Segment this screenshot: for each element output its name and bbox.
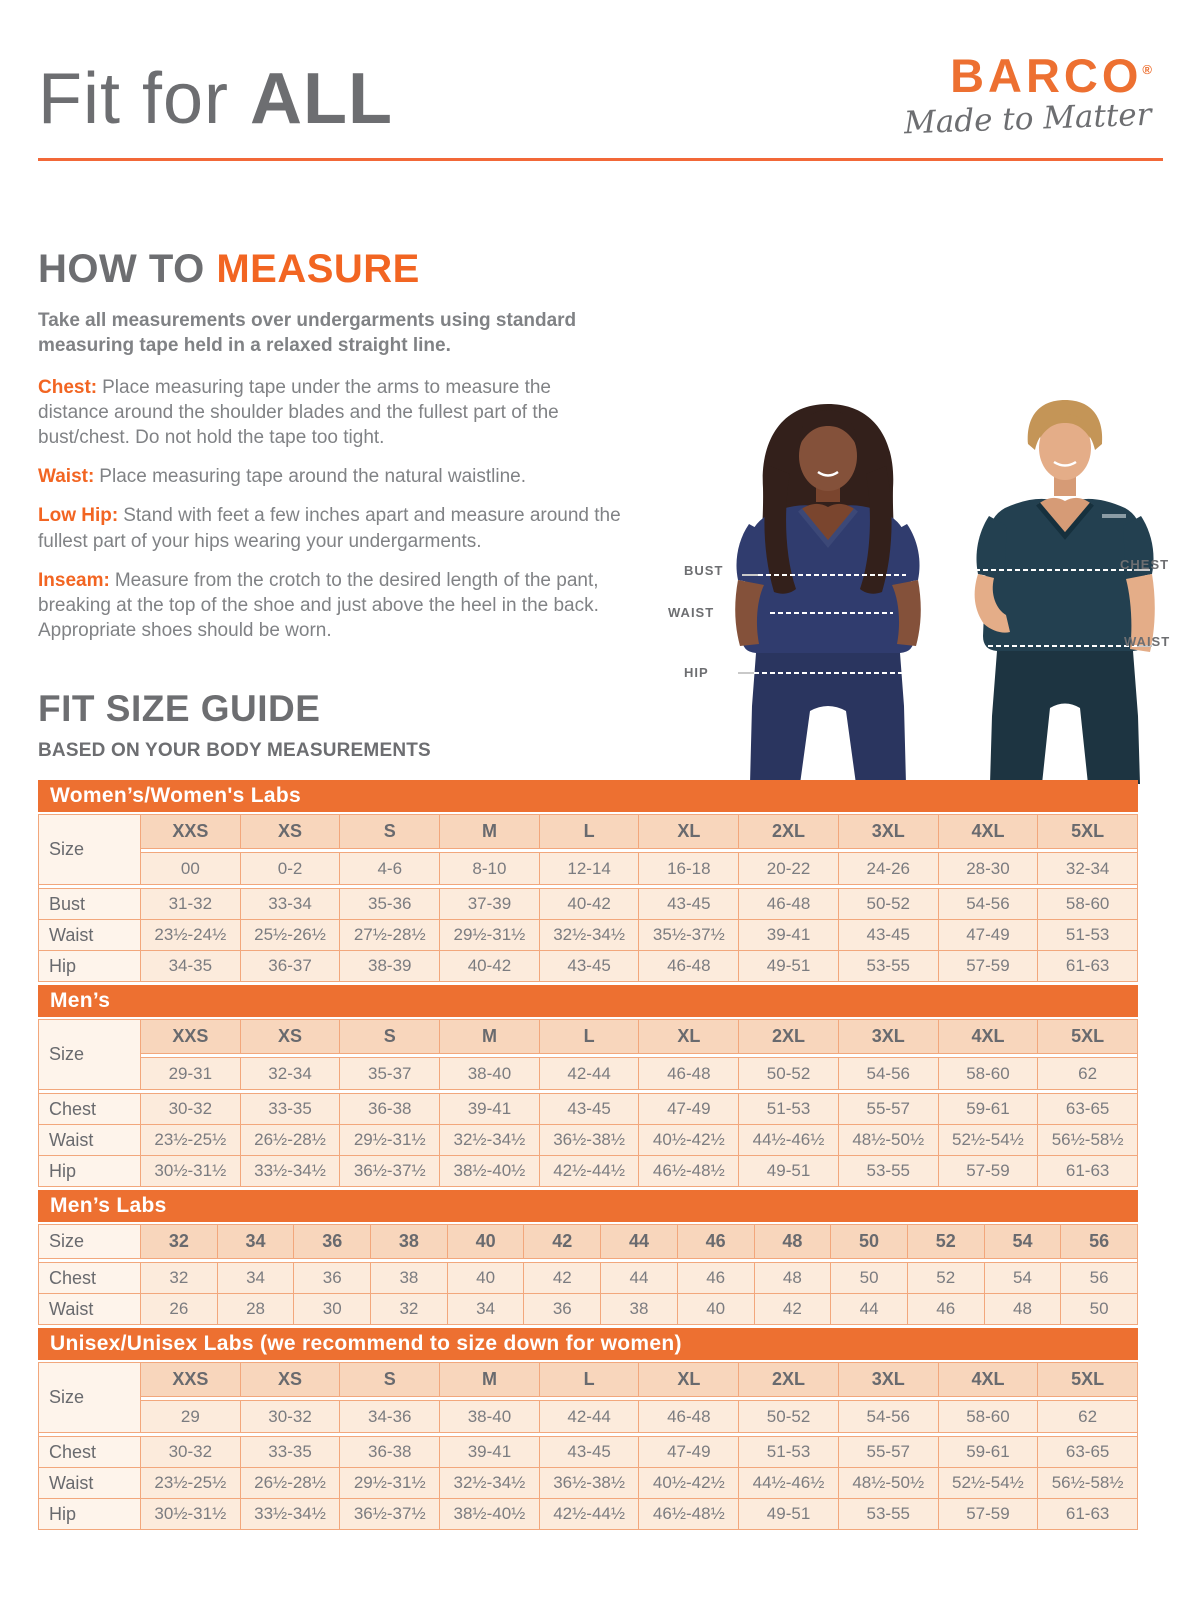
size-number-cell: 32-34	[241, 1058, 340, 1089]
value-cell: 38½-40½	[440, 1156, 539, 1186]
size-name-cell: 36	[294, 1225, 370, 1258]
value-cell: 51-53	[739, 1437, 838, 1467]
value-cell: 35-36	[340, 889, 439, 919]
value-cell: 50	[831, 1263, 907, 1293]
value-cell: 40-42	[440, 951, 539, 981]
size-number-cell: 32-34	[1038, 853, 1137, 884]
value-cell: 40-42	[540, 889, 639, 919]
size-number-cell: 62	[1038, 1058, 1137, 1089]
value-cell: 63-65	[1038, 1437, 1137, 1467]
how-to-measure-section	[38, 247, 623, 657]
value-cell: 50-52	[839, 889, 938, 919]
value-cell: 56	[1061, 1263, 1137, 1293]
value-cell: 34	[448, 1294, 524, 1324]
models-illustration	[650, 386, 1170, 784]
value-cell: 30-32	[141, 1437, 240, 1467]
value-cell: 30½-31½	[141, 1499, 240, 1529]
value-cell: 43-45	[540, 951, 639, 981]
size-number-cell: 42-44	[540, 1401, 639, 1432]
table-separator	[39, 1259, 1137, 1262]
size-name-cell: XXS	[141, 1363, 240, 1396]
table-separator	[39, 1090, 1137, 1093]
size-number-cell: 30-32	[241, 1401, 340, 1432]
value-cell: 46-48	[639, 951, 738, 981]
value-cell: 33½-34½	[241, 1499, 340, 1529]
row-label: Hip	[39, 1499, 140, 1529]
size-name-cell: 34	[218, 1225, 294, 1258]
brand-name: BARCO®	[950, 49, 1152, 102]
size-number-cell: 35-37	[340, 1058, 439, 1089]
value-cell: 25½-26½	[241, 920, 340, 950]
size-name-cell: 52	[908, 1225, 984, 1258]
value-cell: 39-41	[739, 920, 838, 950]
size-name-cell: M	[440, 815, 539, 848]
value-cell: 33-35	[241, 1094, 340, 1124]
value-cell: 59-61	[939, 1437, 1038, 1467]
size-name-cell: M	[440, 1363, 539, 1396]
value-cell: 57-59	[939, 1156, 1038, 1186]
value-cell: 38	[371, 1263, 447, 1293]
size-number-cell: 42-44	[540, 1058, 639, 1089]
value-cell: 57-59	[939, 951, 1038, 981]
size-number-cell: 50-52	[739, 1058, 838, 1089]
bust-label: BUST	[684, 563, 724, 578]
value-cell: 56½-58½	[1038, 1125, 1137, 1155]
value-cell: 42	[524, 1263, 600, 1293]
row-label: Waist	[39, 1294, 140, 1324]
page-title-bold: ALL	[250, 59, 393, 139]
row-label: Chest	[39, 1263, 140, 1293]
value-cell: 36	[294, 1263, 370, 1293]
size-name-cell: 2XL	[739, 1020, 838, 1053]
value-cell: 32	[371, 1294, 447, 1324]
value-cell: 61-63	[1038, 1156, 1137, 1186]
value-cell: 55-57	[839, 1094, 938, 1124]
value-cell: 46-48	[739, 889, 838, 919]
value-cell: 38	[601, 1294, 677, 1324]
size-number-cell: 16-18	[639, 853, 738, 884]
size-name-cell: 4XL	[939, 1020, 1038, 1053]
size-number-cell: 12-14	[540, 853, 639, 884]
row-label: Bust	[39, 889, 140, 919]
size-name-cell: 40	[448, 1225, 524, 1258]
value-cell: 44½-46½	[739, 1468, 838, 1498]
value-cell: 50	[1061, 1294, 1137, 1324]
value-cell: 36-37	[241, 951, 340, 981]
table-grid	[38, 1019, 1138, 1187]
value-cell: 46	[678, 1263, 754, 1293]
fit-size-guide-heading: FIT SIZE GUIDE	[38, 688, 321, 729]
table-separator	[39, 1433, 1137, 1436]
size-name-cell: 54	[985, 1225, 1061, 1258]
value-cell: 38½-40½	[440, 1499, 539, 1529]
size-name-cell: XS	[241, 1363, 340, 1396]
value-cell: 52½-54½	[939, 1468, 1038, 1498]
size-name-cell: 50	[831, 1225, 907, 1258]
value-cell: 34	[218, 1263, 294, 1293]
size-name-cell: 5XL	[1038, 1020, 1137, 1053]
size-number-cell: 38-40	[440, 1401, 539, 1432]
size-name-cell: 5XL	[1038, 815, 1137, 848]
value-cell: 58-60	[1038, 889, 1137, 919]
value-cell: 48	[755, 1263, 831, 1293]
value-cell: 26½-28½	[241, 1125, 340, 1155]
size-name-cell: XL	[639, 1363, 738, 1396]
size-number-cell: 28-30	[939, 853, 1038, 884]
measure-intro: Take all measurements over undergarments using standard measuring tape held in a relaxed straight line.	[38, 310, 577, 357]
value-cell: 47-49	[639, 1094, 738, 1124]
size-corner-label: Size	[39, 1020, 140, 1089]
size-number-cell: 24-26	[839, 853, 938, 884]
value-cell: 30½-31½	[141, 1156, 240, 1186]
value-cell: 40	[448, 1263, 524, 1293]
value-cell: 30	[294, 1294, 370, 1324]
woman-figure	[735, 404, 921, 784]
value-cell: 40½-42½	[639, 1468, 738, 1498]
size-number-cell: 62	[1038, 1401, 1137, 1432]
value-cell: 44½-46½	[739, 1125, 838, 1155]
size-number-cell: 29	[141, 1401, 240, 1432]
row-label: Hip	[39, 951, 140, 981]
value-cell: 32½-34½	[540, 920, 639, 950]
value-cell: 23½-25½	[141, 1468, 240, 1498]
value-cell: 46	[908, 1294, 984, 1324]
hip-label: HIP	[684, 665, 709, 680]
value-cell: 55-57	[839, 1437, 938, 1467]
size-name-cell: S	[340, 815, 439, 848]
value-cell: 56½-58½	[1038, 1468, 1137, 1498]
value-cell: 36	[524, 1294, 600, 1324]
value-cell: 52	[908, 1263, 984, 1293]
value-cell: 48½-50½	[839, 1125, 938, 1155]
size-name-cell: 3XL	[839, 1020, 938, 1053]
value-cell: 42½-44½	[540, 1156, 639, 1186]
value-cell: 29½-31½	[440, 920, 539, 950]
size-name-cell: XS	[241, 815, 340, 848]
value-cell: 28	[218, 1294, 294, 1324]
row-label: Chest	[39, 1094, 140, 1124]
value-cell: 36½-37½	[340, 1156, 439, 1186]
value-cell: 23½-24½	[141, 920, 240, 950]
size-name-cell: 4XL	[939, 1363, 1038, 1396]
value-cell: 47-49	[639, 1437, 738, 1467]
size-table-1	[38, 985, 1138, 1187]
value-cell: 32½-34½	[440, 1468, 539, 1498]
size-name-cell: L	[540, 815, 639, 848]
value-cell: 46½-48½	[639, 1499, 738, 1529]
value-cell: 36½-38½	[540, 1125, 639, 1155]
size-number-cell: 46-48	[639, 1401, 738, 1432]
value-cell: 33-35	[241, 1437, 340, 1467]
value-cell: 44	[831, 1294, 907, 1324]
value-cell: 29½-31½	[340, 1468, 439, 1498]
size-number-cell: 54-56	[839, 1401, 938, 1432]
value-cell: 48½-50½	[839, 1468, 938, 1498]
man-figure	[975, 400, 1155, 784]
waist-right-label: WAIST	[1124, 634, 1171, 649]
value-cell: 38-39	[340, 951, 439, 981]
size-number-cell: 50-52	[739, 1401, 838, 1432]
value-cell: 31-32	[141, 889, 240, 919]
size-name-cell: 56	[1061, 1225, 1137, 1258]
registered-mark-icon: ®	[1142, 62, 1152, 77]
value-cell: 23½-25½	[141, 1125, 240, 1155]
value-cell: 43-45	[639, 889, 738, 919]
page-title	[38, 58, 393, 140]
size-name-cell: 44	[601, 1225, 677, 1258]
row-label: Waist	[39, 1468, 140, 1498]
size-table-2	[38, 1190, 1138, 1325]
size-number-cell: 34-36	[340, 1401, 439, 1432]
size-name-cell: 3XL	[839, 815, 938, 848]
table-banner: Unisex/Unisex Labs (we recommend to size down for women)	[38, 1328, 1138, 1360]
size-corner-label: Size	[39, 815, 140, 884]
size-number-cell: 38-40	[440, 1058, 539, 1089]
size-name-cell: XXS	[141, 815, 240, 848]
size-number-cell: 0-2	[241, 853, 340, 884]
size-name-cell: XL	[639, 1020, 738, 1053]
models-photo	[650, 386, 1170, 784]
row-label: Waist	[39, 1125, 140, 1155]
size-number-cell: 4-6	[340, 853, 439, 884]
row-label: Waist	[39, 920, 140, 950]
fit-size-guide-section	[38, 688, 431, 762]
size-corner-label: Size	[39, 1225, 140, 1258]
value-cell: 43-45	[540, 1094, 639, 1124]
size-table-0	[38, 780, 1138, 982]
brand-tagline: Made to Matter	[903, 96, 1153, 142]
value-cell: 57-59	[939, 1499, 1038, 1529]
value-cell: 36-38	[340, 1437, 439, 1467]
size-name-cell: XL	[639, 815, 738, 848]
value-cell: 43-45	[839, 920, 938, 950]
how-to-measure-heading: HOW TO MEASURE	[38, 247, 420, 291]
size-number-cell: 58-60	[939, 1401, 1038, 1432]
brand-logo	[903, 49, 1153, 142]
value-cell: 33-34	[241, 889, 340, 919]
size-number-cell: 8-10	[440, 853, 539, 884]
measure-item-waist: Waist: Place measuring tape around the natural waistline.	[38, 466, 526, 488]
value-cell: 42	[755, 1294, 831, 1324]
value-cell: 51-53	[739, 1094, 838, 1124]
value-cell: 51-53	[1038, 920, 1137, 950]
value-cell: 39-41	[440, 1094, 539, 1124]
size-name-cell: 2XL	[739, 815, 838, 848]
value-cell: 54	[985, 1263, 1061, 1293]
size-number-cell: 29-31	[141, 1058, 240, 1089]
size-name-cell: 2XL	[739, 1363, 838, 1396]
size-number-cell: 54-56	[839, 1058, 938, 1089]
size-corner-label: Size	[39, 1363, 140, 1432]
value-cell: 33½-34½	[241, 1156, 340, 1186]
waist-left-label: WAIST	[668, 605, 715, 620]
value-cell: 46½-48½	[639, 1156, 738, 1186]
value-cell: 40½-42½	[639, 1125, 738, 1155]
size-number-cell: 58-60	[939, 1058, 1038, 1089]
header-divider	[38, 158, 1163, 161]
size-name-cell: 48	[755, 1225, 831, 1258]
size-name-cell: 4XL	[939, 815, 1038, 848]
value-cell: 36-38	[340, 1094, 439, 1124]
value-cell: 32½-34½	[440, 1125, 539, 1155]
value-cell: 44	[601, 1263, 677, 1293]
value-cell: 63-65	[1038, 1094, 1137, 1124]
table-grid	[38, 1224, 1138, 1325]
size-name-cell: L	[540, 1020, 639, 1053]
measure-item-inseam: Inseam: Measure from the crotch to the desired length of the pant, breaking at the top of the shoe and just above the heel in the back. Appropriate shoes should be worn.	[38, 569, 599, 641]
value-cell: 43-45	[540, 1437, 639, 1467]
table-grid	[38, 814, 1138, 982]
size-name-cell: 46	[678, 1225, 754, 1258]
value-cell: 52½-54½	[939, 1125, 1038, 1155]
size-name-cell: M	[440, 1020, 539, 1053]
value-cell: 27½-28½	[340, 920, 439, 950]
value-cell: 42½-44½	[540, 1499, 639, 1529]
size-number-cell: 00	[141, 853, 240, 884]
fit-size-guide-subheading: BASED ON YOUR BODY MEASUREMENTS	[38, 740, 431, 761]
value-cell: 54-56	[939, 889, 1038, 919]
value-cell: 49-51	[739, 1499, 838, 1529]
size-name-cell: 38	[371, 1225, 447, 1258]
table-banner: Men’s Labs	[38, 1190, 1138, 1222]
value-cell: 40	[678, 1294, 754, 1324]
measure-item-low-hip: Low Hip: Stand with feet a few inches apart and measure around the fullest part of your hips wearing your undergarments.	[38, 505, 621, 552]
value-cell: 37-39	[440, 889, 539, 919]
value-cell: 49-51	[739, 1156, 838, 1186]
value-cell: 61-63	[1038, 951, 1137, 981]
size-name-cell: L	[540, 1363, 639, 1396]
size-tables	[38, 780, 1138, 1530]
value-cell: 47-49	[939, 920, 1038, 950]
value-cell: 49-51	[739, 951, 838, 981]
value-cell: 32	[141, 1263, 217, 1293]
value-cell: 36½-38½	[540, 1468, 639, 1498]
chest-label: CHEST	[1120, 557, 1170, 572]
size-number-cell: 20-22	[739, 853, 838, 884]
table-separator	[39, 885, 1137, 888]
size-name-cell: 32	[141, 1225, 217, 1258]
table-separator	[141, 1054, 1137, 1057]
value-cell: 39-41	[440, 1437, 539, 1467]
value-cell: 48	[985, 1294, 1061, 1324]
size-name-cell: 5XL	[1038, 1363, 1137, 1396]
value-cell: 26½-28½	[241, 1468, 340, 1498]
value-cell: 53-55	[839, 1499, 938, 1529]
size-name-cell: S	[340, 1363, 439, 1396]
table-banner: Men’s	[38, 985, 1138, 1017]
size-number-cell: 46-48	[639, 1058, 738, 1089]
value-cell: 36½-37½	[340, 1499, 439, 1529]
table-separator	[141, 1397, 1137, 1400]
size-name-cell: XS	[241, 1020, 340, 1053]
size-name-cell: 3XL	[839, 1363, 938, 1396]
value-cell: 61-63	[1038, 1499, 1137, 1529]
row-label: Hip	[39, 1156, 140, 1186]
size-name-cell: S	[340, 1020, 439, 1053]
value-cell: 53-55	[839, 951, 938, 981]
value-cell: 34-35	[141, 951, 240, 981]
size-name-cell: 42	[524, 1225, 600, 1258]
table-banner: Women’s/Women's Labs	[38, 780, 1138, 812]
value-cell: 26	[141, 1294, 217, 1324]
value-cell: 35½-37½	[639, 920, 738, 950]
value-cell: 59-61	[939, 1094, 1038, 1124]
row-label: Chest	[39, 1437, 140, 1467]
size-table-3	[38, 1328, 1138, 1530]
measure-item-chest: Chest: Place measuring tape under the arms to measure the distance around the shoulder blades and the fullest part of the bust/chest. Do not hold the tape too tight.	[38, 377, 559, 449]
page-title-regular: Fit for	[38, 59, 251, 139]
value-cell: 29½-31½	[340, 1125, 439, 1155]
table-separator	[141, 849, 1137, 852]
size-name-cell: XXS	[141, 1020, 240, 1053]
value-cell: 53-55	[839, 1156, 938, 1186]
table-grid	[38, 1362, 1138, 1530]
value-cell: 30-32	[141, 1094, 240, 1124]
